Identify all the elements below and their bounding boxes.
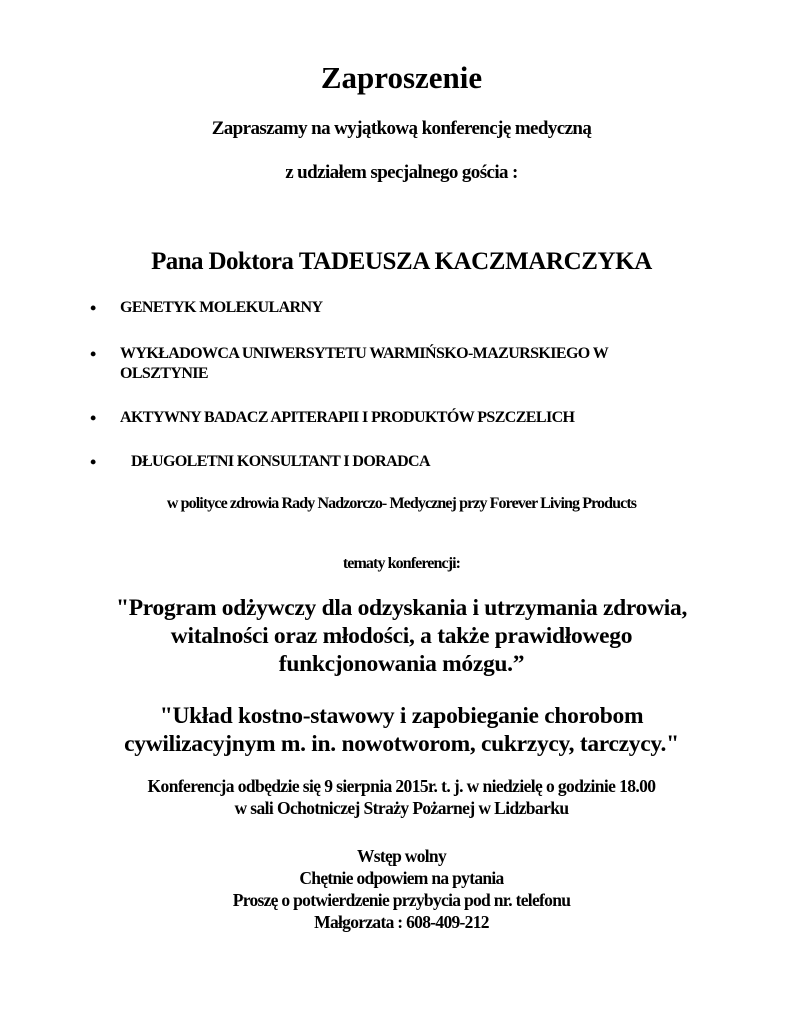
entry-info: Wstęp wolny: [356, 846, 447, 866]
guest-name: TADEUSZA KACZMARCZYKA: [298, 248, 652, 275]
contact-details: [0, 845, 803, 933]
guest-prefix: Pana Doktora: [151, 248, 294, 275]
phone-number: 608-409-212: [406, 912, 489, 932]
page-title: Zaproszenie: [320, 60, 483, 95]
bullet: •: [90, 452, 96, 472]
questions-info: Chętnie odpowiem na pytania: [299, 868, 504, 888]
confirm-info: Proszę o potwierdzenie przybycia pod nr. telefonu: [232, 890, 571, 910]
intro-line-1: Zapraszamy na wyjątkową konferencję medyczną: [211, 118, 592, 139]
topic-2: "Układ kostno-stawowy i zapobieganie chorobom cywilizacyjnym m. in. nowotworom, cukrzycy, tarczycy.": [124, 703, 679, 757]
guest-heading: [0, 248, 803, 276]
conference-venue: w sali Ochotniczej Straży Pożarnej w Lidzbarku: [234, 798, 569, 818]
list-item-text: WYKŁADOWCA UNIWERSYTETU WARMIŃSKO-MAZURSKIEGO W OLSZTYNIE: [120, 345, 609, 382]
contact-person-line: [0, 911, 803, 933]
policy-line: w polityce zdrowia Rady Nadzorczo- Medycznej przy Forever Living Products: [166, 495, 637, 512]
topic-1: "Program odżywczy dla odzyskania i utrzymania zdrowia, witalności oraz młodości, a także prawidłowego funkcjonowania mózgu.”: [115, 595, 688, 677]
bullet: •: [90, 298, 96, 318]
conference-details: [0, 775, 803, 819]
conference-date-line: Konferencja odbędzie się 9 sierpnia 2015r. t. j. w niedzielę o godzinie 18.00: [147, 776, 656, 796]
bullet: •: [90, 408, 96, 428]
list-item-text: DŁUGOLETNI KONSULTANT I DORADCA: [131, 453, 430, 470]
list-item-text: AKTYWNY BADACZ APITERAPII I PRODUKTÓW PSZCZELICH: [120, 409, 575, 426]
contact-person: Małgorzata :: [314, 912, 403, 932]
intro-line-2: z udziałem specjalnego gościa :: [285, 162, 518, 183]
conference-date: 9 sierpnia 2015r. t. j. w niedzielę o godzinie 18.00: [324, 776, 656, 796]
list-item-text: GENETYK MOLEKULARNY: [120, 299, 323, 316]
topics-label: tematy konferencji:: [342, 555, 461, 572]
bullet: •: [90, 344, 96, 364]
